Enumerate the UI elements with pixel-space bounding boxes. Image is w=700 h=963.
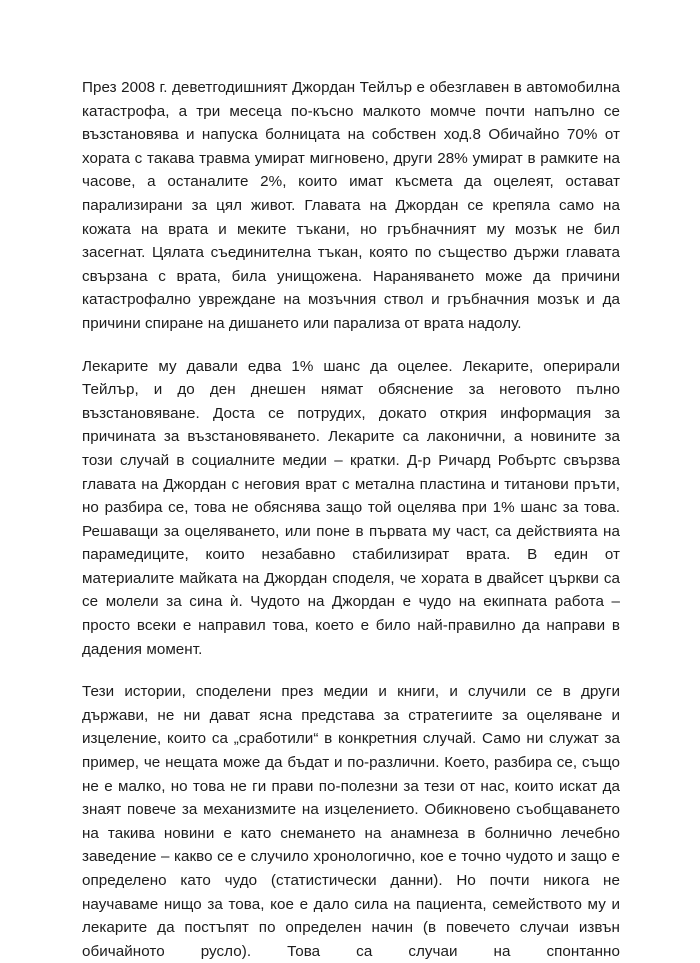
paragraph-jordan-accident: През 2008 г. деветгодишният Джордан Тейлър е обезглавен в автомобилна катастрофа, а три месеца по-късно малкото момче почти напълно се възстановява и напуска болницата на собствен ход.8 Обичайно 70% от хората с такава травма умират мигновено, други 28% умират в рамките на часове, а останалите 2%, които имат късмета да оцелеят, остават парализирани за цял живот. Главата на Джордан се крепяла само на кожата на врата и меките тъкани, но гръбначният му мозък не бил засегнат. Цялата съединителна тъкан, която по същество държи главата свързана с врата, била унищожена. Нараняването може да причини катастрофално увреждане на мозъчния ствол и гръбначния мозък и да причини спиране на дишането или парализа от врата надолу. [82,79,620,332]
paragraph-stories-healing: Тези истории, споделени през медии и книги, и случили се в други държави, не ни дават ясна представа за стратегиите за оцеляване и изцеление, които са „сработили“ в конкретния случай. Само ни служат за пример, че нещата може да бъдат и по-различни. Което, разбира се, също не е малко, но това не ги прави по-полезни за тези от нас, които искат да знаят повече за механизмите на изцелението. Обикновено съобщаването на такива новини е като снемането на анамнеза в болнично лечебно заведение – какво се е случило хронологично, кое е точно чудото и защо е определено като чудо (статистически данни). Но почти никога не научаваме нищо за това, кое е дало сила на пациента, семейството му и лекарите да постъпят по определен начин (в повечето случаи извън обичайното русло). Това са случаи на спонтанно [82,683,620,960]
paragraph-doctors-chance: Лекарите му давали едва 1% шанс да оцелее. Лекарите, оперирали Тейлър, и до ден днешен нямат обяснение за неговото пълно възстановяване. Доста се потрудих, докато открия информация за причината за възстановяването. Лекарите са лаконични, а новините за този случай в социалните медии – кратки. Д-р Ричард Робъртс свързва главата на Джордан с неговия врат с метална пластина и титанови пръти, но разбира се, това не обяснява защо той оцелява при 1% шанс за това. Решаващи за оцеляването, или поне в първата му част, са действията на парамедиците, които незабавно стабилизират врата. В един от материалите майката на Джордан споделя, че хората в двайсет църкви са се молели за сина ѝ. Чудото на Джордан е чудо на екипната работа – просто всеки е направил това, което е било най-правилно да направи в дадения момент. [82,357,620,658]
